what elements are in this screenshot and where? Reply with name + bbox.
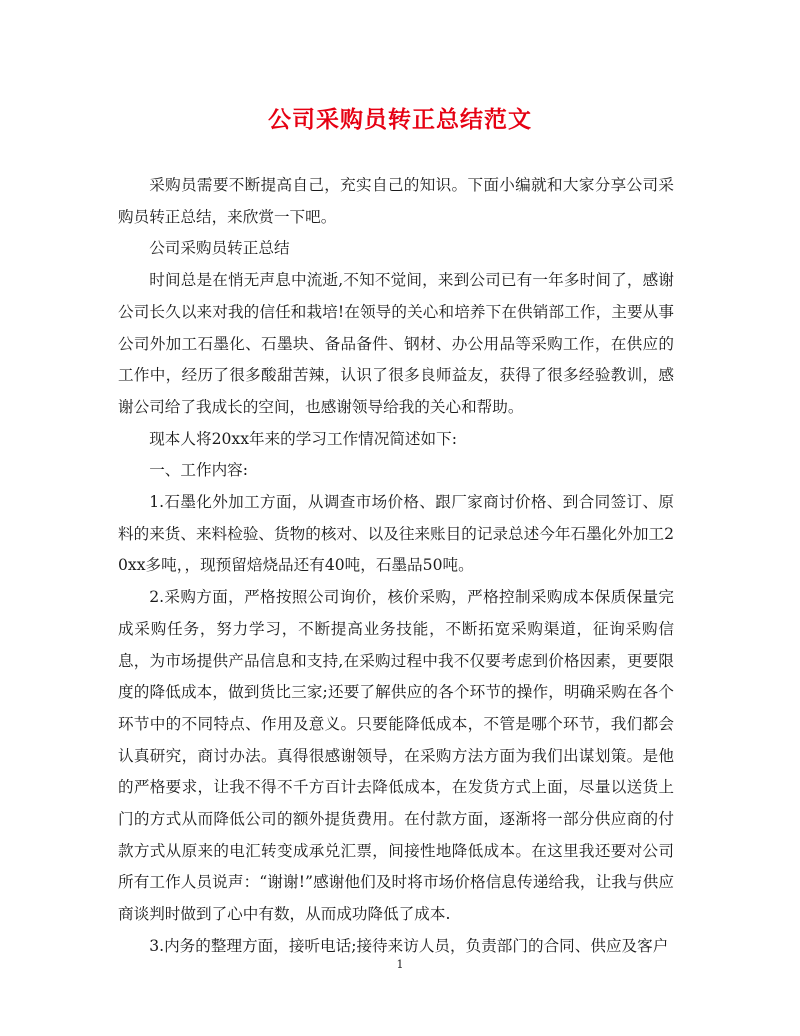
paragraph-summary-intro: 现本人将20xx年来的学习工作情况简述如下: — [149, 429, 457, 448]
document-body — [118, 170, 674, 963]
paragraph-subtitle: 公司采购员转正总结 — [149, 239, 290, 258]
paragraph-section-heading: 一、工作内容: — [149, 461, 249, 480]
paragraph-item-3: 3.内务的整理方面，接听电话;接待来访人员，负责部门的合同、供应及客户 — [149, 936, 669, 955]
page-number: 1 — [396, 958, 404, 971]
paragraph-item-2: 2.采购方面，严格按照公司询价，核价采购，严格控制采购成本保质保量完成采购任务，努力学习，不断提高业务技能，不断拓宽采购渠道，征询采购信息，为市场提供产品信息和支持,在采购过程中我不仅要考虑到价格因素，更要限度的降低成本，做到货比三家;还要了解供应的各个环节的操作，明确采购在各个环节中的不同特点、作用及意义。只要能降低成本，不管是哪个环节，我们都会认真研究，商讨办法。真得很感谢领导，在采购方法方面为我们出谋划策。是他的严格要求，让我不得不千方百计去降低成本，在发货方式上面，尽量以送货上门的方式从而降低公司的额外提货费用。在付款方面，逐渐将一部分供应商的付款方式从原来的电汇转变成承兑汇票，间接性地降低成本。在这里我还要对公司所有工作人员说声：“谢谢!”感谢他们及时将市场价格信息传递给我，让我与供应商谈判时做到了心中有数，从而成功降低了成本. — [118, 588, 674, 924]
document-title: 公司采购员转正总结范文 — [268, 107, 532, 133]
paragraph-item-1: 1.石墨化外加工方面，从调查市场价格、跟厂家商讨价格、到合同签订、原料的来货、来料检验、货物的核对、以及往来账目的记录总述今年石墨化外加工20xx多吨，，现预留焙烧品还有40吨，石墨品50吨。 — [118, 493, 674, 575]
paragraph-intro: 采购员需要不断提高自己，充实自己的知识。下面小编就和大家分享公司采购员转正总结，来欣赏一下吧。 — [118, 176, 674, 226]
paragraph-time: 时间总是在悄无声息中流逝,不知不觉间，来到公司已有一年多时间了，感谢公司长久以来对我的信任和栽培!在领导的关心和培养下在供销部工作，主要从事公司外加工石墨化、石墨块、备品备件、钢材、办公用品等采购工作，在供应的工作中，经历了很多酸甜苦辣，认识了很多良师益友，获得了很多经验教训，感谢公司给了我成长的空间，也感谢领导给我的关心和帮助。 — [118, 271, 674, 416]
